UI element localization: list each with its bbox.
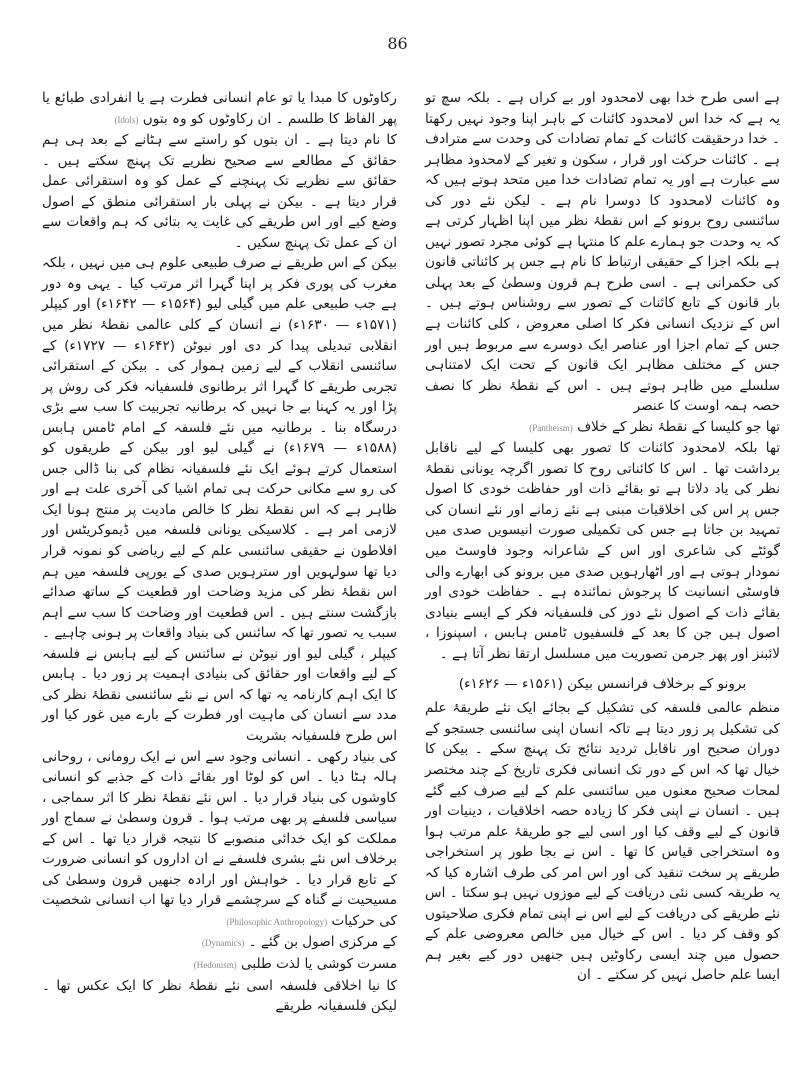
left-text-column xyxy=(42,88,397,1017)
paragraph-text: منظم عالمی فلسفہ کی تشکیل کے بجائے ایک نئے طریقۂ علم کی تشکیل پر زور دیتا ہے تاکہ انسان اپنی سائنسی جستجو کے دوران صحیح اور ناقابل تردید نتائج تک پہنچ سکے ۔ بیکن کا خیال تھا کہ اس کے دور تک انسانی فکری تاریخ کے چند مختصر لمحات صحیح معنوں میں سائنسی علم کے لیے صرف کیے گئے ہیں ۔ انسان نے اپنی فکر کا زیادہ حصہ اخلاقیات ، دینیات اور قانون کے لیے وقف کیا اور اسی لیے جو طریقۂ علم مرتب ہوا وہ استخراجی قیاس کا تھا ۔ اس نے بجا طور پر استخراجی طریقے پر سخت تنقید کی اور اس امر کی طرف اشارہ کیا کہ یہ طریقہ کسی نئی دریافت کے لیے موزوں نہیں ہو سکتا ۔ اس نئے طریقے کی دریافت کے لیے اس نے اپنی تمام فکری صلاحیتوں کو وقف کر دیا ۔ اس کے خیال میں خالص معروضی علم کے حصول میں چند ایسی رکاوٹیں ہیں جنھیں دور کیے بغیر ہم ایسا علم حاصل نہیں کر سکتے ۔ ان xyxy=(425,700,780,984)
body-paragraph xyxy=(42,253,397,746)
page-number: 86 xyxy=(387,34,408,53)
paragraph-text: برونو کے برخلاف فرانسس بیکن (۱۵۶۱ء — ۱۶۲۶ء) xyxy=(458,676,747,693)
section-heading xyxy=(425,674,780,694)
body-paragraph xyxy=(425,698,780,986)
paragraph-text: کا نام دیتا ہے ۔ ان بتوں کو راستے سے ہٹانے کے بعد ہی ہم حقائق کے مطالعے سے صحیح نظریے تک پہنچ سکتے ہیں ۔ حقائق سے نظریے تک پہنچنے کے عمل کو وہ استقرائی عمل قرار دیتا ہے ۔ بیکن نے پہلی بار استقرائی منطق کے اصول وضع کیے اور اس طریقے کی غایت یہ بتائی کہ ہم واقعات سے ان کے عمل تک پہنچ سکیں ۔ xyxy=(42,132,397,251)
paragraph-text: کے مرکزی اصول بن گئے ۔ xyxy=(248,934,397,951)
body-paragraph xyxy=(425,438,780,664)
body-paragraph xyxy=(42,954,397,976)
paragraph-text: رکاوٹوں کا مبدا یا تو عام انسانی فطرت ہے یا انفرادی طبائع یا پھر الفاظ کا طلسم ۔ ان رکاوٹوں کو وہ بتوں xyxy=(42,90,397,127)
latin-term: (Philosophic Anthropology) xyxy=(226,916,328,927)
body-paragraph xyxy=(42,88,397,130)
body-paragraph xyxy=(42,130,397,253)
paragraph-text: کا نیا اخلاقی فلسفہ اسی نئے نقطۂ نظر کا ایک عکس تھا ۔ لیکن فلسفیانہ طریقے xyxy=(42,977,397,1015)
paragraph-text: ہے اسی طرح خدا بھی لامحدود اور بے کراں ہے ۔ بلکہ سچ تو یہ ہے کہ خدا اس لامحدود کائنات کے باہر اپنا وجود نہیں رکھتا ۔ خدا درحقیقت کائنات کے تمام تضادات کی وحدت سے مترادف ہے ۔ کائنات حرکت اور قرار ، سکون و تغیر کے لامحدود مظاہر سے عبارت ہے اور یہ تمام تضادات خدا میں متحد ہوتے ہیں کہ وہ کائنات لامحدود کا دوسرا نام ہے ۔ لیکن نئے دور کی سائنسی روح برونو کے اس نقطۂ نظر میں اپنا اظہار کرتی ہے کہ یہ وحدت جو ہمارے علم کا منتہا ہے کوئی مجرد تصور نہیں ہے بلکہ اجزا کے حقیقی ارتباط کا نام ہے جس پر کائناتی قانون کی حکمرانی ہے ۔ اسی طرح ہم قرون وسطیٰ کے بعد پہلی بار قانون کے تابع کائنات کے تصور سے روشناس ہوتے ہیں ۔ اس کے نزدیک انسانی فکر کا اصلی معروض ، کلی کائنات ہے جس کے تمام اجزا اور عناصر ایک دوسرے سے مربوط ہیں اور جس کے مختلف مظاہر ایک قانون کے تحت ایک لامتناہی سلسلے میں ظاہر ہوتے ہیں ۔ اس کے نقطۂ نظر کا نصف حصہ ہمہ اوست کا عنصر xyxy=(425,90,780,415)
paragraph-text: بیکن کے اس طریقے نے صرف طبیعی علوم ہی میں نہیں ، بلکہ مغرب کی پوری فکر پر اپنا گہرا اثر مرتب کیا ۔ یہی وہ دور ہے جب طبیعی علم میں گیلی لیو (۱۵۶۴ء — ۱۶۴۲ء) اور کیپلر (۱۵۷۱ء — ۱۶۳۰ء) نے انسان کے کلی عالمی نقطۂ نظر میں انقلابی تبدیلی پیدا کر دی اور نیوٹن (۱۶۴۲ء — ۱۷۲۷ء) کے سائنسی انقلاب کے لیے زمین ہموار کی ۔ بیکن کے استقرائی تجربی طریقے کا گہرا اثر برطانوی فلسفیانہ فکر کی روش پر پڑا اور یہ کہنا بے جا نہیں کہ برطانیہ تجربیت کا سب سے بڑی درسگاہ بنا ۔ برطانیہ میں نئے فلسفہ کے امام ٹامس ہابس (۱۵۸۸ء — ۱۶۷۹ء) نے گیلی لیو اور بیکن کے طریقوں کو استعمال کرتے ہوئے ایک نئے فلسفیانہ نظام کی بنا ڈالی جس کی رو سے مکانی حرکت ہی تمام اشیا کی آخری علت ہے اور ظاہر ہے کہ اس نقطۂ نظر کا خالص مادیت پر منتج ہونا ایک لازمی امر ہے ۔ کلاسیکی یونانی فلسفہ میں ڈیموکریٹس اور افلاطون نے حقیقی سائنسی علم کے لیے ریاضی کو نمونہ قرار دیا تھا سولہویں اور سترہویں صدی کے یورپی فلسفہ میں ہم اس نقطۂ نظر کی مزید وضاحت اور قطعیت کے ساتھ صدائے بازگشت سنتے ہیں ۔ اس قطعیت اور وضاحت کا سب سے اہم سبب یہ تصور تھا کہ سائنس کی بنیاد واقعات پر ہونی چاہیے ۔ کیپلر ، گیلی لیو اور نیوٹن نے سائنس کے لیے ہابس نے فلسفہ کے لیے واقعات اور حقائق کی بنیادی اہمیت پر زور دیا ۔ ہابس کا ایک اہم کارنامہ یہ تھا کہ اس نے نئے سائنسی نقطۂ نظر کی مدد سے انسان کی ماہیت اور فطرت کے بارے میں غور کیا اور اس طرح فلسفیانہ بشریت xyxy=(42,255,397,744)
paragraph-text: تھا بلکہ لامحدود کائنات کا تصور بھی کلیسا کے لیے ناقابل برداشت تھا ۔ اس کا کائناتی روح کا تصور اگرچہ یونانی نقطۂ نظر کی یاد دلاتا ہے تو بقائے ذات اور حفاظت خودی کا اصول جس پر اس کی اخلاقیات مبنی ہے نئے زمانے اور نئے انسان کی تمہید بن جاتا ہے جس کی تکمیلی صورت انیسویں صدی میں گوئٹے کی شاعری اور اس کے شاعرانہ وجود فاوسٹ میں نمودار ہوتی ہے اور اٹھارہویں صدی میں برونو کی ابھارے والی فاوسٹی انسانیت کا پرجوش نمائندہ ہے ۔ حفاظت خودی اور بقائے ذات کے اصول نئے دور کی فلسفیانہ فکر کے ایسے بنیادی اصول ہیں جن کا بعد کے فلسفیوں ٹامس ہابس ، اسپنوزا ، لائبنز اور پھر جرمن تصوریت میں مسلسل ارتقا نظر آتا ہے ۔ xyxy=(425,440,780,662)
right-text-column xyxy=(425,88,780,986)
latin-term: (Idols) xyxy=(114,114,139,125)
paragraph-text: مسرت کوشی یا لذت طلبی xyxy=(241,955,397,972)
latin-term: (Hedonism) xyxy=(193,959,237,970)
body-paragraph xyxy=(42,932,397,954)
latin-term: (Dynamics) xyxy=(201,938,245,949)
paragraph-text: کی بنیاد رکھی ۔ انسانی وجود سے اس نے ایک رومانی ، روحانی ہالہ ہٹا دیا ۔ اس کو لوٹا اور بقائے ذات کے جذبے کو انسانی کاوشوں کی بنیاد قرار دیا ۔ اس نئے نقطۂ نظر کا اثر سماجی ، سیاسی فلسفے پر بھی مرتب ہوا ۔ قرون وسطیٰ نے سماج اور مملکت کو ایک خدائی منصوبے کا نتیجہ قرار دیا تھا ۔ اس کے برخلاف اس نئے بشری فلسفے نے ان اداروں کو انسانی ضرورت کے تابع قرار دیا ۔ خواہش اور ارادہ جنھیں قرون وسطیٰ کی مسیحیت نے گناہ کے سرچشمے قرار دیا تھا اب انسانی شخصیت کی حرکیات xyxy=(42,748,397,929)
body-paragraph xyxy=(425,88,780,417)
body-paragraph xyxy=(42,976,397,1017)
latin-term: (Pantheism) xyxy=(529,422,573,433)
body-paragraph xyxy=(425,417,780,439)
paragraph-text: تھا جو کلیسا کے نقطۂ نظر کے خلاف xyxy=(577,418,780,435)
body-paragraph xyxy=(42,747,397,933)
